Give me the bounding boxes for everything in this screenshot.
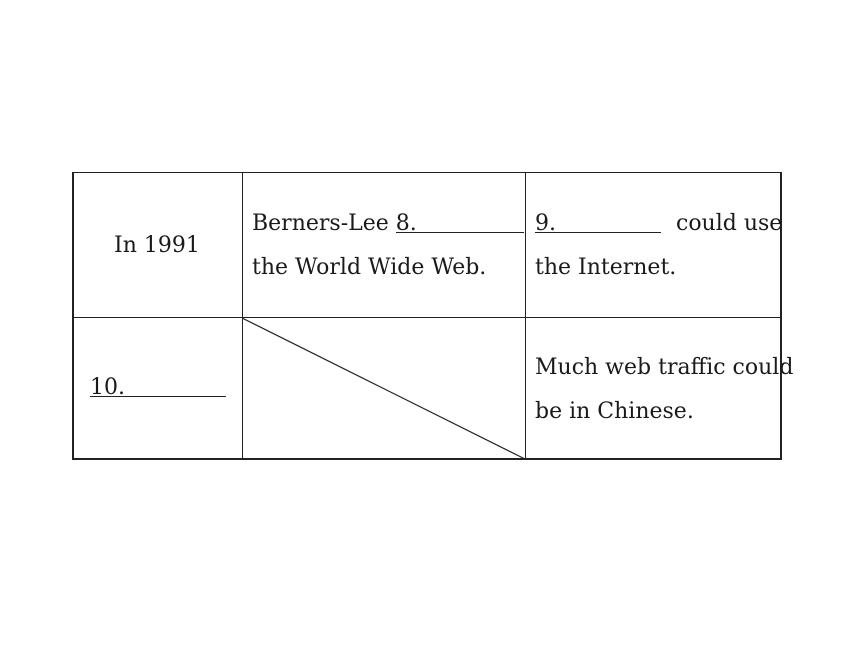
- timeline-table: [72, 172, 794, 460]
- table-left-border: [72, 172, 74, 460]
- blank-9[interactable]: [535, 202, 661, 236]
- row1-year-text: In 1991: [114, 233, 200, 258]
- row1-event-cell-line2: [252, 246, 486, 290]
- row1-effect-suffix: could use: [669, 211, 783, 236]
- row2-effect-line2: be in Chinese.: [535, 399, 694, 424]
- row2-effect-cell-line1: [535, 346, 793, 390]
- blank-8[interactable]: [395, 202, 524, 236]
- row2-effect-cell-line2: [535, 390, 694, 434]
- row1-year-cell: [114, 224, 200, 268]
- row1-effect-cell-line2: [535, 246, 676, 290]
- row1-event-cell-line1: [252, 202, 524, 246]
- blank-10[interactable]: [90, 366, 226, 400]
- blank-9-number: 9.: [535, 211, 556, 236]
- blank-8-number: 8.: [395, 211, 417, 236]
- table-top-border: [72, 172, 782, 173]
- row1-effect-line2: the Internet.: [535, 255, 677, 280]
- row1-event-line2: the World Wide Web.: [252, 255, 487, 280]
- row1-event-prefix: Berners-Lee: [252, 211, 396, 236]
- row1-effect-cell-line1: [535, 202, 782, 246]
- row2-year-cell: [90, 366, 226, 410]
- row2-effect-line1: Much web traffic could: [535, 355, 794, 380]
- blank-10-number: 10.: [90, 375, 125, 400]
- empty-cell-diagonal: [242, 318, 526, 460]
